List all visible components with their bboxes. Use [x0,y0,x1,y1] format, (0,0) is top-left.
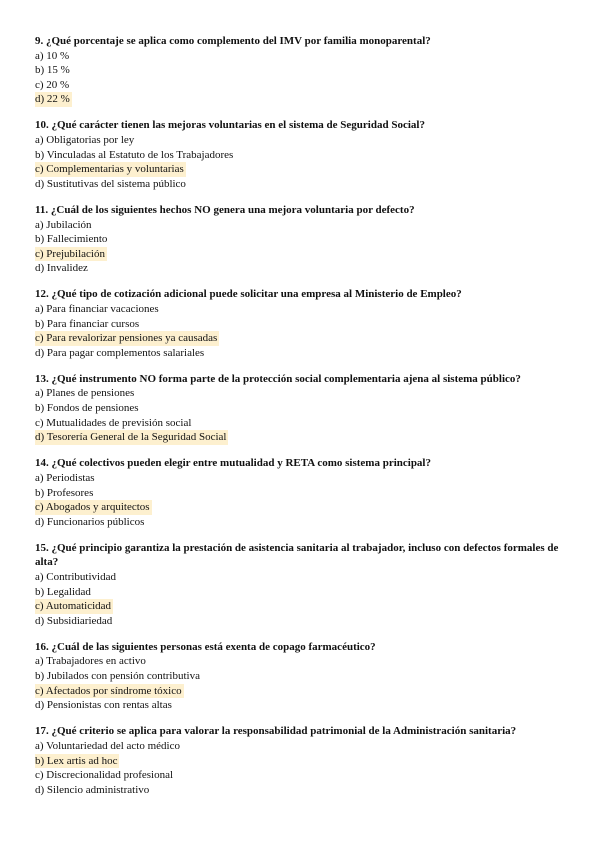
answer-option [35,148,575,163]
answer-option-text: d) Pensionistas con rentas altas [35,699,172,712]
question-text: 9. ¿Qué porcentaje se aplica como complemento del IMV por familia monoparental? [35,35,431,47]
answer-option-text: b) Fallecimiento [35,233,108,246]
answer-option-text: d) Tesorería General de la Seguridad Social [35,431,227,444]
question-block [35,541,575,629]
answer-option-text: c) Abogados y arquitectos [35,501,150,514]
answer-option [35,317,575,332]
answer-option-text: b) Legalidad [35,585,91,598]
answer-option-text: d) Subsidiariedad [35,614,113,627]
answer-option-text: c) Afectados por síndrome tóxico [35,684,182,697]
answer-option-text: b) Profesores [35,486,94,499]
correct-answer-option [35,92,575,107]
answer-option-text: b) Vinculadas al Estatuto de los Trabajadores [35,148,234,161]
answer-option [35,386,575,401]
question-text: 15. ¿Qué principio garantiza la prestación de asistencia sanitaria al trabajador, incluso con defectos formales de alta? [35,541,559,569]
quiz-page [35,34,575,809]
answer-option-text: b) Lex artis ad hoc [35,754,118,767]
answer-option [35,783,575,798]
answer-option [35,133,575,148]
answer-option [35,585,575,600]
correct-answer-option [35,247,575,262]
answer-option [35,401,575,416]
correct-answer-option [35,162,575,177]
question-block [35,456,575,529]
answer-option [35,346,575,361]
answer-option [35,63,575,78]
question-text: 16. ¿Cuál de las siguientes personas está exenta de copago farmacéutico? [35,640,376,653]
question-block [35,34,575,107]
answer-option-text: b) 15 % [35,64,70,77]
answer-option [35,768,575,783]
answer-option [35,614,575,629]
answer-option-text: b) Para financiar cursos [35,317,140,330]
correct-answer-option [35,754,575,769]
answer-option-text: c) 20 % [35,78,70,91]
answer-option-text: d) Silencio administrativo [35,783,150,796]
answer-option-text: d) Sustitutivas del sistema público [35,177,186,190]
answer-option [35,78,575,93]
correct-answer-option [35,430,575,445]
correct-answer-option [35,684,575,699]
answer-option [35,669,575,684]
answer-option [35,416,575,431]
answer-option [35,302,575,317]
question-text: 14. ¿Qué colectivos pueden elegir entre mutualidad y RETA como sistema principal? [35,457,431,470]
answer-option-text: a) Para financiar vacaciones [35,303,159,315]
answer-option-text: c) Automaticidad [35,600,112,613]
answer-option-text: c) Discrecionalidad profesional [35,769,174,782]
question-text: 17. ¿Qué criterio se aplica para valorar la responsabilidad patrimonial de la Administración sanitaria? [35,725,517,738]
question-text: 12. ¿Qué tipo de cotización adicional puede solicitar una empresa al Ministerio de Empleo? [35,288,462,301]
answer-option-text: a) Contributividad [35,571,116,583]
answer-option [35,654,575,669]
question-text: 10. ¿Qué carácter tienen las mejoras voluntarias en el sistema de Seguridad Social? [35,119,425,132]
answer-option-text: a) Periodistas [35,471,95,484]
question-block [35,724,575,797]
question-block [35,203,575,276]
answer-option-text: c) Mutualidades de previsión social [35,416,192,429]
correct-answer-option [35,331,575,346]
answer-option [35,471,575,486]
answer-option [35,49,575,64]
question-block [35,118,575,191]
answer-option-text: d) Funcionarios públicos [35,515,145,528]
answer-option-text: a) Obligatorias por ley [35,134,135,147]
answer-option-text: a) Trabajadores en activo [35,655,146,668]
answer-option-text: d) Invalidez [35,262,88,275]
answer-option-text: b) Fondos de pensiones [35,402,139,415]
answer-option [35,177,575,192]
answer-option-text: c) Complementarias y voluntarias [35,163,184,176]
answer-option-text: c) Prejubilación [35,247,105,260]
answer-option-text: d) 22 % [35,93,70,106]
answer-option [35,515,575,530]
question-block [35,287,575,360]
question-block [35,640,575,713]
answer-option-text: a) 10 % [35,49,70,62]
answer-option-text: a) Jubilación [35,218,92,231]
answer-option-text: c) Para revalorizar pensiones ya causadas [35,332,218,345]
answer-option [35,739,575,754]
answer-option-text: a) Planes de pensiones [35,387,135,400]
question-text: 13. ¿Qué instrumento NO forma parte de la protección social complementaria ajena al sistema público? [35,372,521,385]
answer-option [35,261,575,276]
correct-answer-option [35,500,575,515]
answer-option [35,570,575,585]
question-block [35,372,575,445]
answer-option [35,486,575,501]
answer-option-text: b) Jubilados con pensión contributiva [35,670,200,683]
answer-option [35,232,575,247]
correct-answer-option [35,599,575,614]
answer-option [35,698,575,713]
answer-option [35,218,575,233]
question-text: 11. ¿Cuál de los siguientes hechos NO genera una mejora voluntaria por defecto? [35,203,415,216]
answer-option-text: a) Voluntariedad del acto médico [35,739,180,752]
answer-option-text: d) Para pagar complementos salariales [35,346,205,359]
